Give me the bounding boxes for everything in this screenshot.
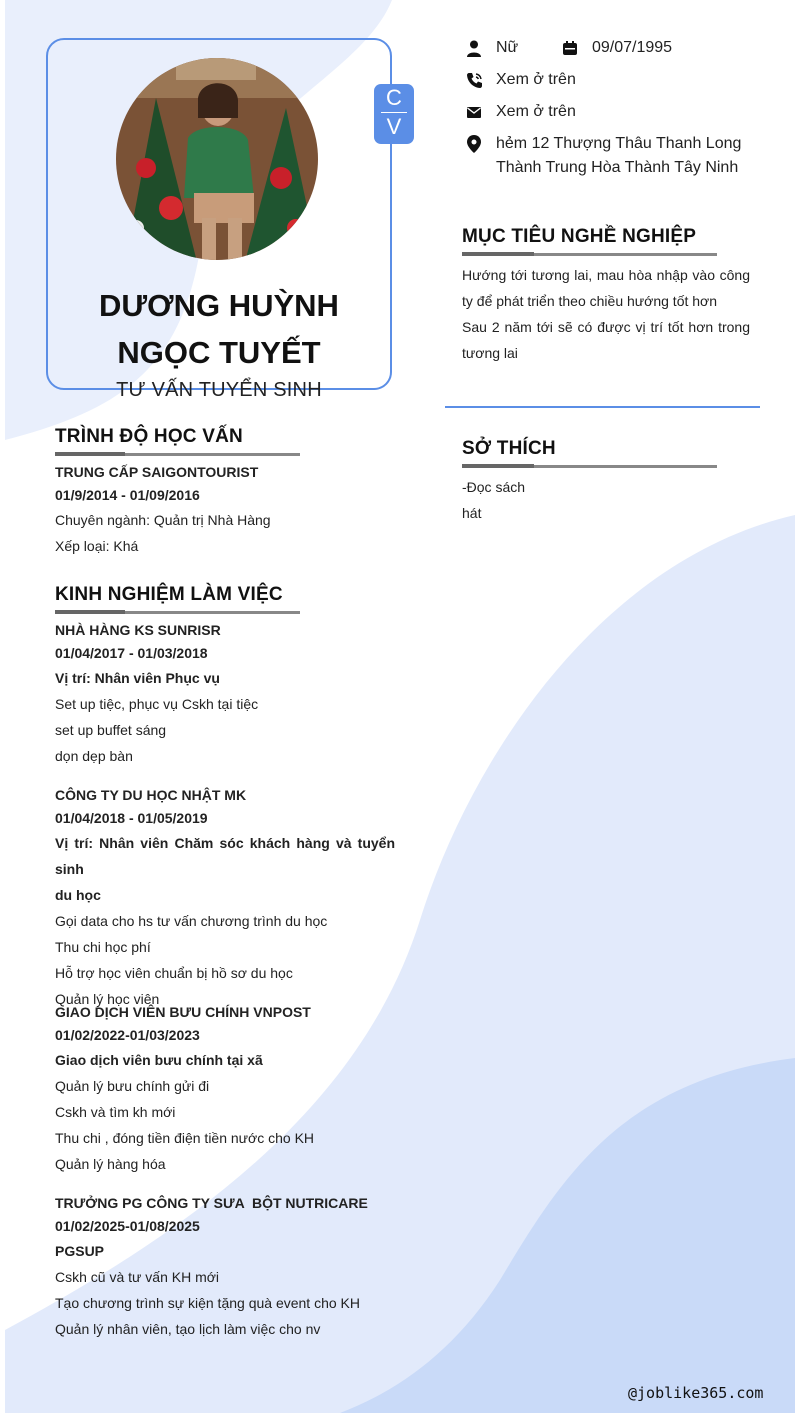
job-task: Cskh cũ và tư vấn KH mới <box>55 1269 220 1285</box>
job-task: Set up tiệc, phục vụ Cskh tại tiệc <box>55 696 259 712</box>
section-divider <box>445 406 760 408</box>
address-line2: Thành Trung Hòa Thành Tây Ninh <box>496 159 739 176</box>
education-major: Chuyên ngành: Quản trị Nhà Hàng <box>55 512 271 528</box>
job-task: Thu chi , đóng tiền điện tiền nước cho KH <box>55 1130 315 1146</box>
job-position: Vị trí: Nhân viên Phục vụ <box>55 670 220 686</box>
hobbies-underline-accent <box>462 464 534 468</box>
job-company: CÔNG TY DU HỌC NHẬT MK <box>55 787 247 803</box>
objective-text <box>462 262 750 366</box>
job-task: Gọi data cho hs tư vấn chương trình du học <box>55 913 328 929</box>
objective-line: Hướng tới tương lai, mau hòa nhập vào công <box>462 267 750 283</box>
education-underline-accent <box>55 452 125 456</box>
job-task: Quản lý bưu chính gửi đi <box>55 1078 210 1094</box>
objective-line: Sau 2 năm tới sẽ có được vị trí tốt hơn trong <box>462 319 750 335</box>
job-entry <box>55 1191 395 1342</box>
candidate-name-line2: NGỌC TUYẾT <box>117 335 321 370</box>
phone-row <box>462 68 576 92</box>
job-position: Giao dịch viên bưu chính tại xã <box>55 1052 263 1068</box>
job-company: NHÀ HÀNG KS SUNRISR <box>55 622 221 638</box>
birthdate-row <box>558 36 672 60</box>
job-task: dọn dẹp bàn <box>55 748 133 764</box>
gender-row <box>462 36 518 60</box>
hobby-item: hát <box>462 505 482 521</box>
education-grade: Xếp loại: Khá <box>55 538 139 554</box>
phone-icon <box>462 68 486 92</box>
email-row <box>462 100 576 124</box>
candidate-name-line1: DƯƠNG HUỲNH <box>99 288 339 323</box>
job-position-continued: du học <box>55 887 101 903</box>
job-period: 01/02/2025-01/08/2025 <box>55 1218 200 1234</box>
education-heading: TRÌNH ĐỘ HỌC VẤN <box>55 426 243 447</box>
experience-underline-accent <box>55 610 125 614</box>
cv-badge-top: C <box>386 85 402 110</box>
job-title-wrap <box>88 376 350 404</box>
address-value <box>496 132 741 180</box>
objective-line: ty để phát triển theo chiều hướng tốt hơn <box>462 293 718 309</box>
hobbies-list <box>462 474 525 526</box>
cv-badge-bottom: V <box>386 114 402 139</box>
job-company: TRƯỞNG PG CÔNG TY SƯA BỘT NUTRICARE <box>55 1195 368 1211</box>
job-task: Quản lý hàng hóa <box>55 1156 166 1172</box>
gender-value: Nữ <box>496 39 519 56</box>
job-title: TƯ VẤN TUYỂN SINH <box>116 379 322 401</box>
job-company: GIAO DỊCH VIÊN BƯU CHÍNH VNPOST <box>55 1004 311 1020</box>
experience-heading: KINH NGHIỆM LÀM VIỆC <box>55 584 283 605</box>
school-name: TRUNG CẤP SAIGONTOURIST <box>55 464 259 480</box>
site-watermark: @joblike365.com <box>628 1384 764 1402</box>
profile-photo <box>116 58 318 260</box>
email-value: Xem ở trên <box>496 103 576 120</box>
phone-value: Xem ở trên <box>496 71 576 88</box>
job-entry <box>55 1000 395 1177</box>
job-period: 01/02/2022-01/03/2023 <box>55 1027 200 1043</box>
education-block <box>55 460 405 559</box>
birthdate-value: 09/07/1995 <box>592 39 673 56</box>
map-pin-icon <box>462 132 486 156</box>
job-task: Tạo chương trình sự kiện tặng quà event cho KH <box>55 1295 360 1311</box>
address-row <box>462 132 741 180</box>
job-period: 01/04/2017 - 01/03/2018 <box>55 645 208 661</box>
job-task: Cskh và tìm kh mới <box>55 1104 176 1120</box>
job-task: Thu chi học phí <box>55 939 151 955</box>
objective-line: tương lai <box>462 345 518 361</box>
job-task: Quản lý học viên <box>55 991 160 1007</box>
education-period: 01/9/2014 - 01/09/2016 <box>55 487 200 503</box>
job-task: set up buffet sáng <box>55 722 167 738</box>
job-position: PGSUP <box>55 1243 105 1259</box>
cv-badge <box>374 84 414 144</box>
job-period: 01/04/2018 - 01/05/2019 <box>55 810 208 826</box>
calendar-icon <box>558 36 582 60</box>
objective-underline-accent <box>462 252 534 256</box>
address-line1: hẻm 12 Thượng Thâu Thanh Long <box>496 135 742 152</box>
job-entry <box>55 618 395 769</box>
job-task: Hỗ trợ học viên chuẩn bị hồ sơ du học <box>55 965 293 981</box>
hobbies-heading: SỞ THÍCH <box>462 438 556 459</box>
job-position: Vị trí: Nhân viên Chăm sóc khách hàng và tuyển sinh <box>55 835 395 877</box>
objective-heading: MỤC TIÊU NGHỀ NGHIỆP <box>462 226 697 247</box>
job-entry <box>55 783 395 1012</box>
candidate-name <box>60 282 378 376</box>
user-icon <box>462 36 486 60</box>
envelope-icon <box>462 100 486 124</box>
hobby-item: -Đọc sách <box>462 479 526 495</box>
job-task: Quản lý nhân viên, tạo lịch làm việc cho nv <box>55 1321 321 1337</box>
